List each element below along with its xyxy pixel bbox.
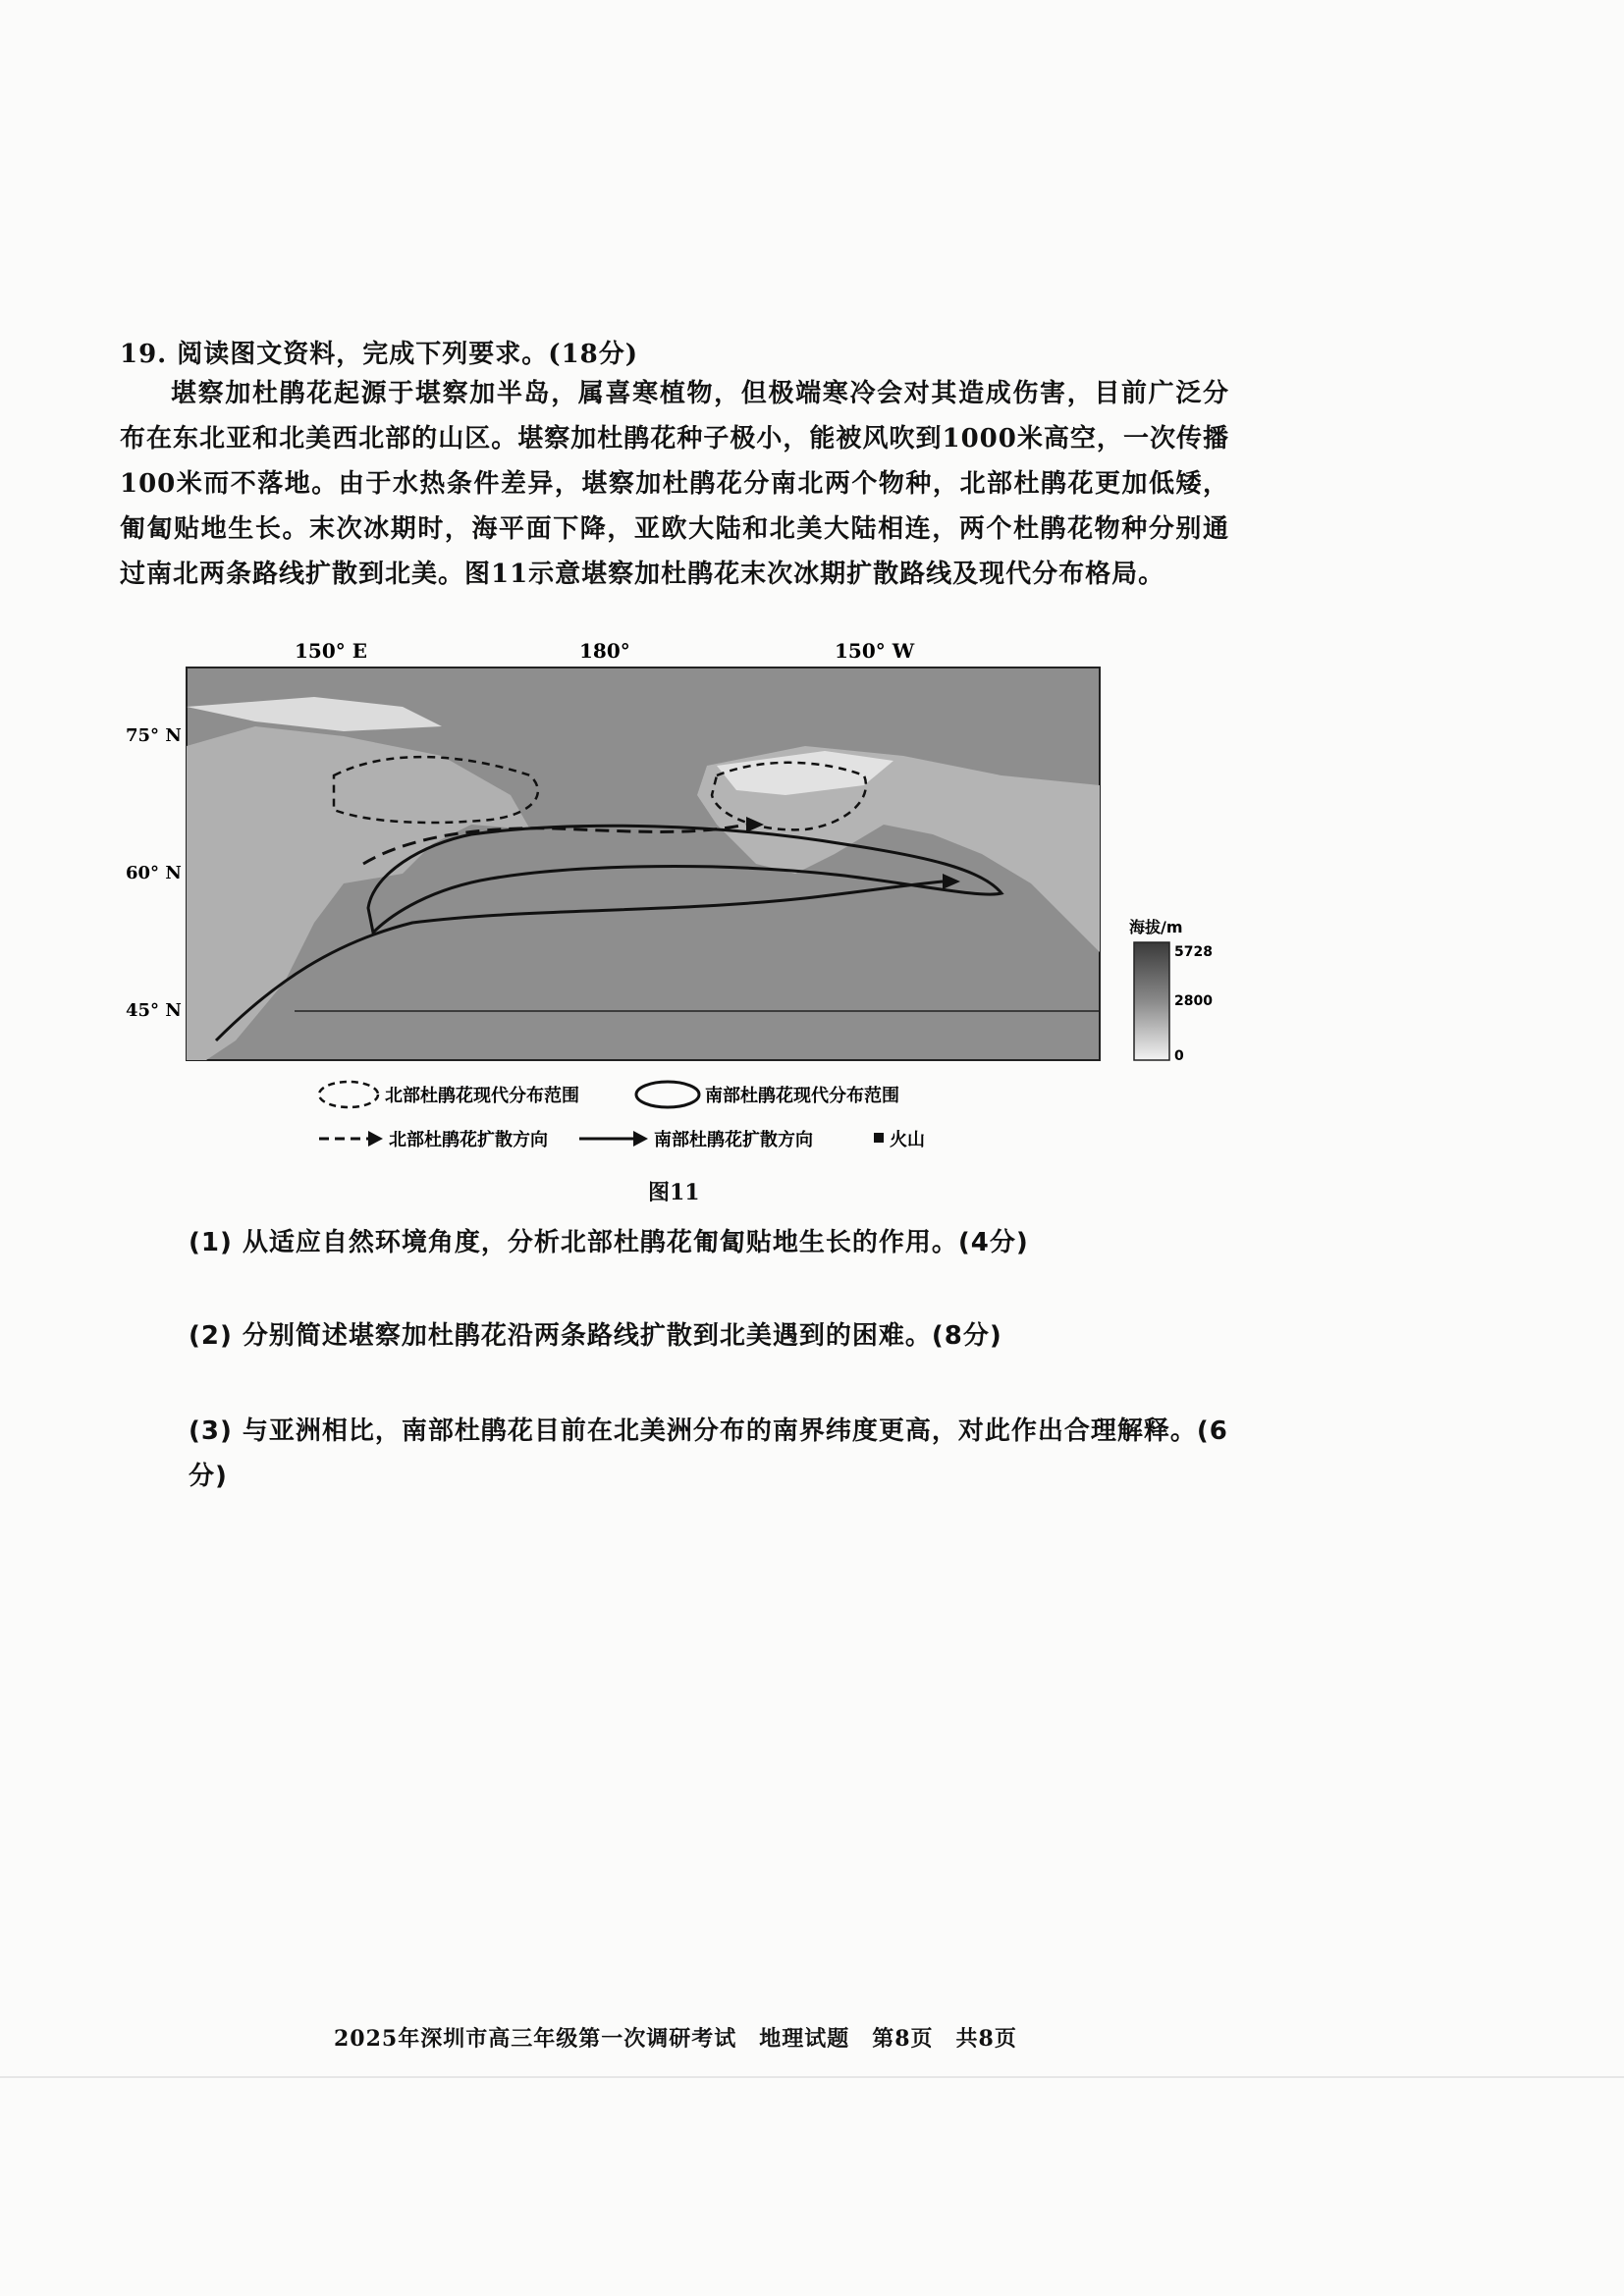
legend-north-arrowhead bbox=[368, 1131, 383, 1147]
lon-label-180: 180° bbox=[579, 639, 630, 663]
lon-label-150w: 150° W bbox=[835, 639, 915, 663]
legend-south-area-label: 南部杜鹃花现代分布范围 bbox=[705, 1086, 899, 1106]
page-footer: 2025年深圳市高三年级第一次调研考试 地理试题 第8页 共8页 bbox=[334, 2026, 1017, 2052]
lat-label-75n: 75° N bbox=[126, 725, 182, 746]
legend-south-arrowhead bbox=[633, 1131, 648, 1147]
legend-volcano-label: 火山 bbox=[890, 1130, 925, 1150]
question-header: 19. 阅读图文资料，完成下列要求。(18分) bbox=[120, 340, 639, 369]
legend-volcano-symbol bbox=[874, 1133, 884, 1143]
subquestion-2: (2) 分别简述堪察加杜鹃花沿两条路线扩散到北美遇到的困难。(8分) bbox=[189, 1321, 1002, 1351]
subquestion-3: (3) 与亚洲相比，南部杜鹃花目前在北美洲分布的南界纬度更高，对此作出合理解释。(6分) bbox=[189, 1416, 1228, 1491]
figure-caption: 图11 bbox=[648, 1180, 700, 1205]
bottom-divider bbox=[0, 2076, 1624, 2078]
figure-11-map bbox=[118, 628, 1218, 1217]
lat-label-60n: 60° N bbox=[126, 863, 182, 883]
legend-north-area-label: 北部杜鹃花现代分布范围 bbox=[385, 1086, 579, 1106]
elevation-tick-mid: 2800 bbox=[1174, 993, 1213, 1009]
elevation-tick-top: 5728 bbox=[1174, 944, 1213, 960]
legend-north-area-symbol bbox=[319, 1082, 378, 1107]
subquestion-1: (1) 从适应自然环境角度，分析北部杜鹃花匍匐贴地生长的作用。(4分) bbox=[189, 1228, 1029, 1257]
lon-label-150e: 150° E bbox=[295, 639, 367, 663]
elevation-tick-bottom: 0 bbox=[1174, 1048, 1184, 1064]
elevation-bar bbox=[1134, 942, 1169, 1060]
lat-label-45n: 45° N bbox=[126, 1000, 182, 1021]
question-passage: 堪察加杜鹃花起源于堪察加半岛，属喜寒植物，但极端寒冷会对其造成伤害，目前广泛分布在东北亚和北美西北部的山区。堪察加杜鹃花种子极小，能被风吹到1000米高空，一次传播100米而不落地。由于水热条件差异，堪察加杜鹃花分南北两个物种，北部杜鹃花更加低矮，匍匐贴地生长。末次冰期时，海平面下降，亚欧大陆和北美大陆相连，两个杜鹃花物种分别通过南北两条路线扩散到北美。图11示意堪察加杜鹃花末次冰期扩散路线及现代分布格局。 bbox=[120, 379, 1229, 589]
elevation-bar-title: 海拔/m bbox=[1129, 918, 1183, 936]
legend-south-arrow-label: 南部杜鹃花扩散方向 bbox=[654, 1130, 813, 1150]
legend-north-arrow-label: 北部杜鹃花扩散方向 bbox=[389, 1130, 548, 1150]
legend-south-area-symbol bbox=[636, 1082, 699, 1107]
